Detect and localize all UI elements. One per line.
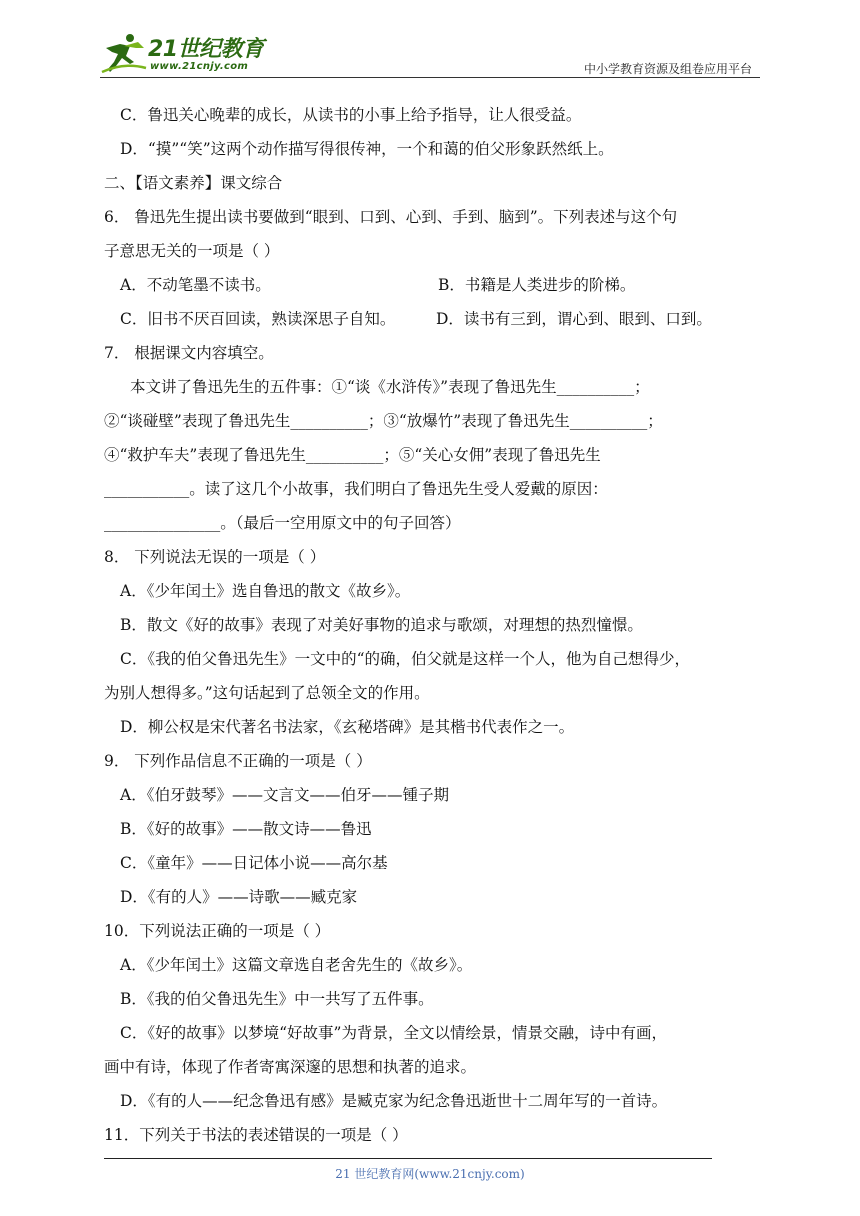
- question-stem: 子意思无关的一项是（ ）: [104, 242, 280, 260]
- option-line: C．《童年》——日记体小说——高尔基: [120, 854, 388, 872]
- option-line: A．《少年闰土》这篇文章选自老舍先生的《故乡》。: [120, 956, 473, 974]
- site-name: 中小学教育资源及组卷应用平台: [583, 62, 752, 76]
- option-line: C．《好的故事》以梦境“好故事”为背景，全文以情绘景，情景交融，诗中有画，: [120, 1024, 667, 1042]
- option-c: C．旧书不厌百回读，熟读深思子自知。: [120, 310, 396, 328]
- option-line: B．《好的故事》——散文诗——鲁迅: [120, 820, 372, 838]
- footer-divider: [104, 1158, 712, 1159]
- option-b: B．书籍是人类进步的阶梯。: [438, 276, 636, 294]
- fill-blank-line: _______________。（最后一空用原文中的句子回答）: [104, 514, 461, 532]
- option-line: B．《我的伯父鲁迅先生》中一共写了五件事。: [120, 990, 434, 1008]
- site-logo[interactable]: [100, 28, 270, 78]
- option-line: D．《有的人》——诗歌——臧克家: [120, 888, 358, 906]
- question-stem: 6． 鲁迅先生提出读书要做到“眼到、口到、心到、手到、脑到”。下列表述与这个句: [104, 208, 678, 226]
- option-d: D．读书有三到，谓心到、眼到、口到。: [436, 310, 712, 328]
- option-line: D．《有的人——纪念鲁迅有感》是臧克家为纪念鲁迅逝世十二周年写的一首诗。: [120, 1092, 668, 1110]
- option-row: [104, 302, 764, 336]
- option-line: B．散文《好的故事》表现了对美好事物的追求与歌颂，对理想的热烈憧憬。: [120, 616, 643, 634]
- header-divider: [100, 77, 760, 78]
- question-stem: 8． 下列说法无误的一项是（ ）: [104, 548, 326, 566]
- logo-text: 21世纪教育: [148, 37, 264, 62]
- section-heading: 二、【语文素养】课文综合: [104, 174, 283, 192]
- fill-blank-line: ②“谈碰壁”表现了鲁迅先生__________；③“放爆竹”表现了鲁迅先生__________；: [104, 412, 663, 430]
- fill-blank-line: ___________。读了这几个小故事，我们明白了鲁迅先生受人爱戴的原因：: [104, 480, 608, 498]
- question-stem: 9． 下列作品信息不正确的一项是（ ）: [104, 752, 372, 770]
- running-figure-logo-icon: [100, 32, 148, 76]
- option-line: A．《少年闰土》选自鲁迅的散文《故乡》。: [120, 582, 411, 600]
- fill-blank-line: ④“救护车夫”表现了鲁迅先生__________；⑤“关心女佣”表现了鲁迅先生: [104, 446, 601, 464]
- logo-url: www.21cnjy.com: [150, 61, 249, 72]
- option-line: 画中有诗，体现了作者寄寓深邃的思想和执著的追求。: [104, 1058, 477, 1076]
- page-footer[interactable]: 21 世纪教育网(www.21cnjy.com): [335, 1167, 525, 1181]
- document-body: [104, 98, 764, 1152]
- option-line: D．“摸”“笑”这两个动作描写得很传神，一个和蔼的伯父形象跃然纸上。: [120, 140, 614, 158]
- option-line: A．《伯牙鼓琴》——文言文——伯牙——锺子期: [120, 786, 449, 804]
- page-header: [100, 28, 760, 84]
- option-line: C．鲁迅关心晚辈的成长，从读书的小事上给予指导，让人很受益。: [120, 106, 582, 124]
- option-row: [104, 268, 764, 302]
- fill-blank-line: 本文讲了鲁迅先生的五件事：①“谈《水浒传》”表现了鲁迅先生__________；: [130, 378, 650, 396]
- option-a: A．不动笔墨不读书。: [120, 276, 271, 294]
- question-stem: 7． 根据课文内容填空。: [104, 344, 274, 362]
- question-stem: 11．下列关于书法的表述错误的一项是（ ）: [104, 1126, 408, 1144]
- option-line: 为别人想得多。”这句话起到了总领全文的作用。: [104, 684, 430, 702]
- option-line: C．《我的伯父鲁迅先生》一文中的“的确，伯父就是这样一个人，他为自己想得少，: [120, 650, 691, 668]
- option-line: D．柳公权是宋代著名书法家，《玄秘塔碑》是其楷书代表作之一。: [120, 718, 575, 736]
- question-stem: 10．下列说法正确的一项是（ ）: [104, 922, 331, 940]
